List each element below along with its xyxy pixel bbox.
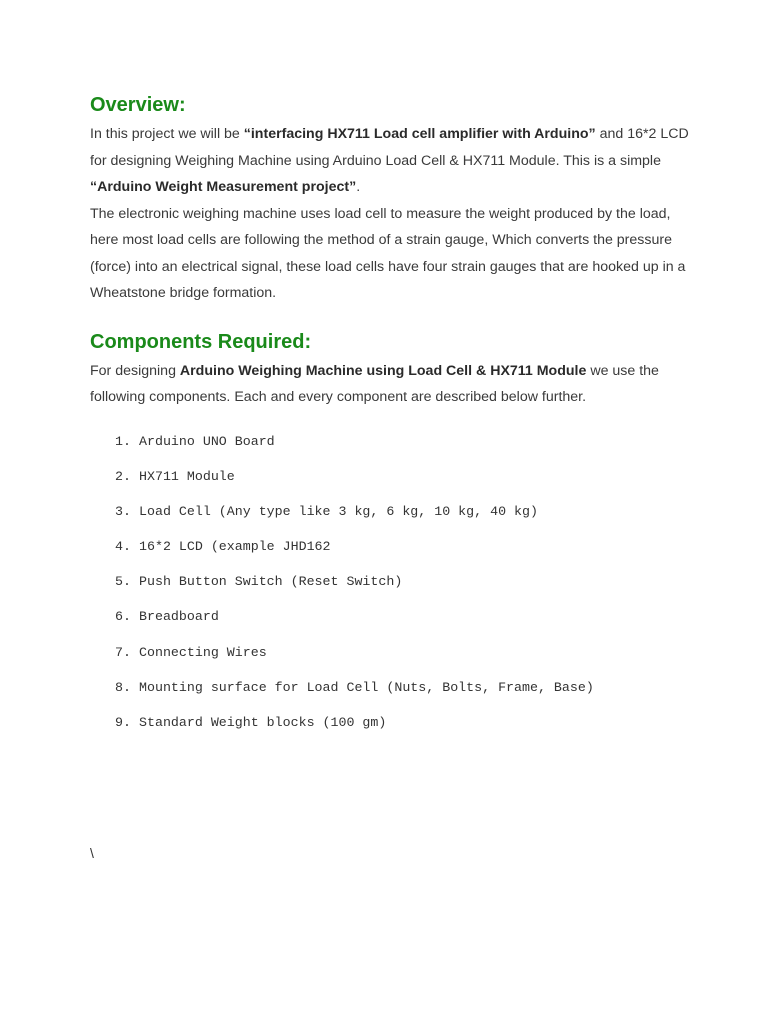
overview-p1-part-e: . <box>356 179 361 195</box>
overview-paragraph-2: The electronic weighing machine uses load cell to measure the weight produced by the load, here most load cells are following the method of a strain gauge, Which converts the pressure (force) into an electrical signal, these load cells have four strain gauges that are hooked up in a Wheatstone bridge formation. <box>90 205 686 301</box>
document-content <box>90 92 690 749</box>
components-intro-part-c: we use the following components. Each and every component are described below further. <box>90 362 659 405</box>
list-item-text: Breadboard <box>139 609 219 625</box>
overview-heading: Overview: <box>90 94 186 116</box>
list-item <box>90 714 690 749</box>
list-item <box>90 608 690 643</box>
list-item-text: Arduino UNO Board <box>139 433 275 449</box>
list-item-number: 9. <box>115 715 132 730</box>
list-item-text: Standard Weight blocks (100 gm) <box>139 715 387 730</box>
list-item-number: 4. <box>115 539 132 555</box>
list-item-number: 8. <box>115 679 132 695</box>
components-intro-bold: Arduino Weighing Machine using Load Cell & HX711 Module <box>179 362 587 379</box>
overview-p1-bold-2: “Arduino Weight Measurement project” <box>90 179 357 195</box>
list-item <box>90 644 690 679</box>
stray-backslash: \ <box>90 845 94 861</box>
components-intro <box>90 358 690 411</box>
overview-p1-part-a: In this project we will be <box>90 126 244 142</box>
list-item <box>90 538 690 573</box>
list-item <box>90 433 690 468</box>
components-heading: Components Required: <box>90 330 312 353</box>
components-intro-part-a: For designing <box>90 362 180 379</box>
list-item-number: 7. <box>115 644 132 660</box>
overview-paragraph-1 <box>90 121 690 201</box>
list-item-text: HX711 Module <box>139 468 235 484</box>
list-item-number: 3. <box>115 503 132 519</box>
list-item <box>90 503 690 538</box>
list-item-text: Load Cell (Any type like 3 kg, 6 kg, 10 kg, 40 kg) <box>139 503 538 519</box>
list-item <box>90 468 690 503</box>
components-list <box>90 433 690 750</box>
list-item <box>90 679 690 714</box>
list-item-number: 6. <box>115 609 132 625</box>
overview-p1-part-c: and 16*2 LCD for designing Weighing Machine using Arduino Load Cell & HX711 Module. This is a simple <box>90 126 689 169</box>
list-item-text: Mounting surface for Load Cell (Nuts, Bolts, Frame, Base) <box>139 679 594 695</box>
overview-p1-bold-1: “interfacing HX711 Load cell amplifier with Arduino” <box>243 126 596 142</box>
list-item-number: 2. <box>115 468 132 484</box>
list-item-text: 16*2 LCD (example JHD162 <box>139 539 331 555</box>
list-item-number: 5. <box>115 574 132 590</box>
list-item-text: Push Button Switch (Reset Switch) <box>139 574 403 590</box>
list-item <box>90 573 690 608</box>
list-item-number: 1. <box>115 433 132 449</box>
list-item-text: Connecting Wires <box>139 644 267 660</box>
